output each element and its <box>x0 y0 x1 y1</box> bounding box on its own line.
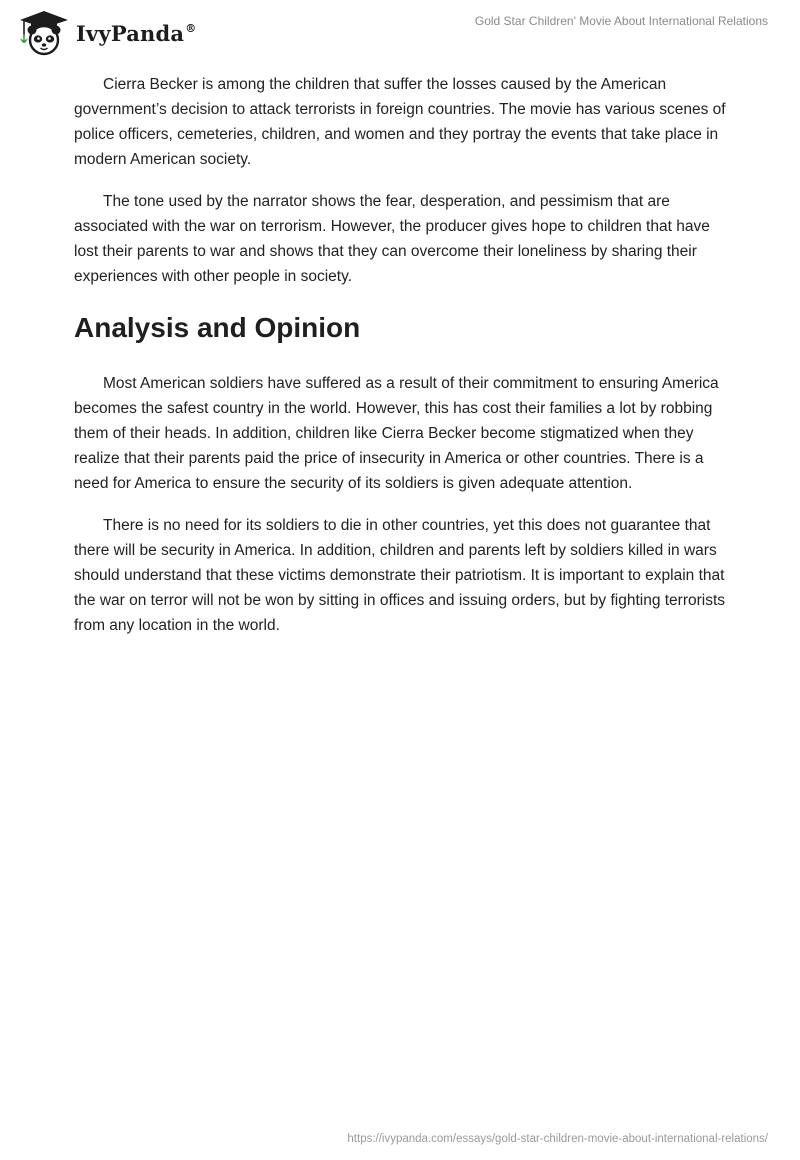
panda-logo-icon <box>14 8 72 56</box>
ivypanda-logo[interactable] <box>14 8 196 56</box>
paragraph: Most American soldiers have suffered as a result of their commitment to ensuring America becomes the safest country in the world. However, this has cost their families a lot by robbing them of their heads. In addition, children like Cierra Becker become stigmatized when they realize that their parents paid the price of insecurity in America or other countries. There is a need for America to ensure the security of its soldiers is given adequate attention. <box>74 375 719 492</box>
paragraph: Cierra Becker is among the children that suffer the losses caused by the American government’s decision to attack terrorists in foreign countries. The movie has various scenes of police officers, cemeteries, children, and women and they portray the events that take place in modern American society. <box>74 76 726 168</box>
paragraph: The tone used by the narrator shows the fear, desperation, and pessimism that are associated with the war on terrorism. However, the producer gives hope to children that have lost their parents to war and shows that they can overcome their loneliness by sharing their experiences with other people in society. <box>74 193 710 285</box>
brand-name: IvyPanda® <box>76 20 197 46</box>
page-header <box>0 0 800 60</box>
section-heading: Analysis and Opinion <box>74 312 361 343</box>
essay-content <box>74 72 728 655</box>
paragraph: There is no need for its soldiers to die in other countries, yet this does not guarantee that there will be security in America. In addition, children and parents left by soldiers killed in wars should understand that these victims demonstrate their patriotism. It is important to explain that the war on terror will not be won by sitting in offices and issuing orders, but by fighting terrorists from any location in the world. <box>74 517 726 634</box>
registered-mark: ® <box>185 21 197 35</box>
document-title: Gold Star Children' Movie About International Relations <box>474 14 768 28</box>
source-url[interactable]: https://ivypanda.com/essays/gold-star-children-movie-about-international-relations/ <box>347 1133 768 1145</box>
